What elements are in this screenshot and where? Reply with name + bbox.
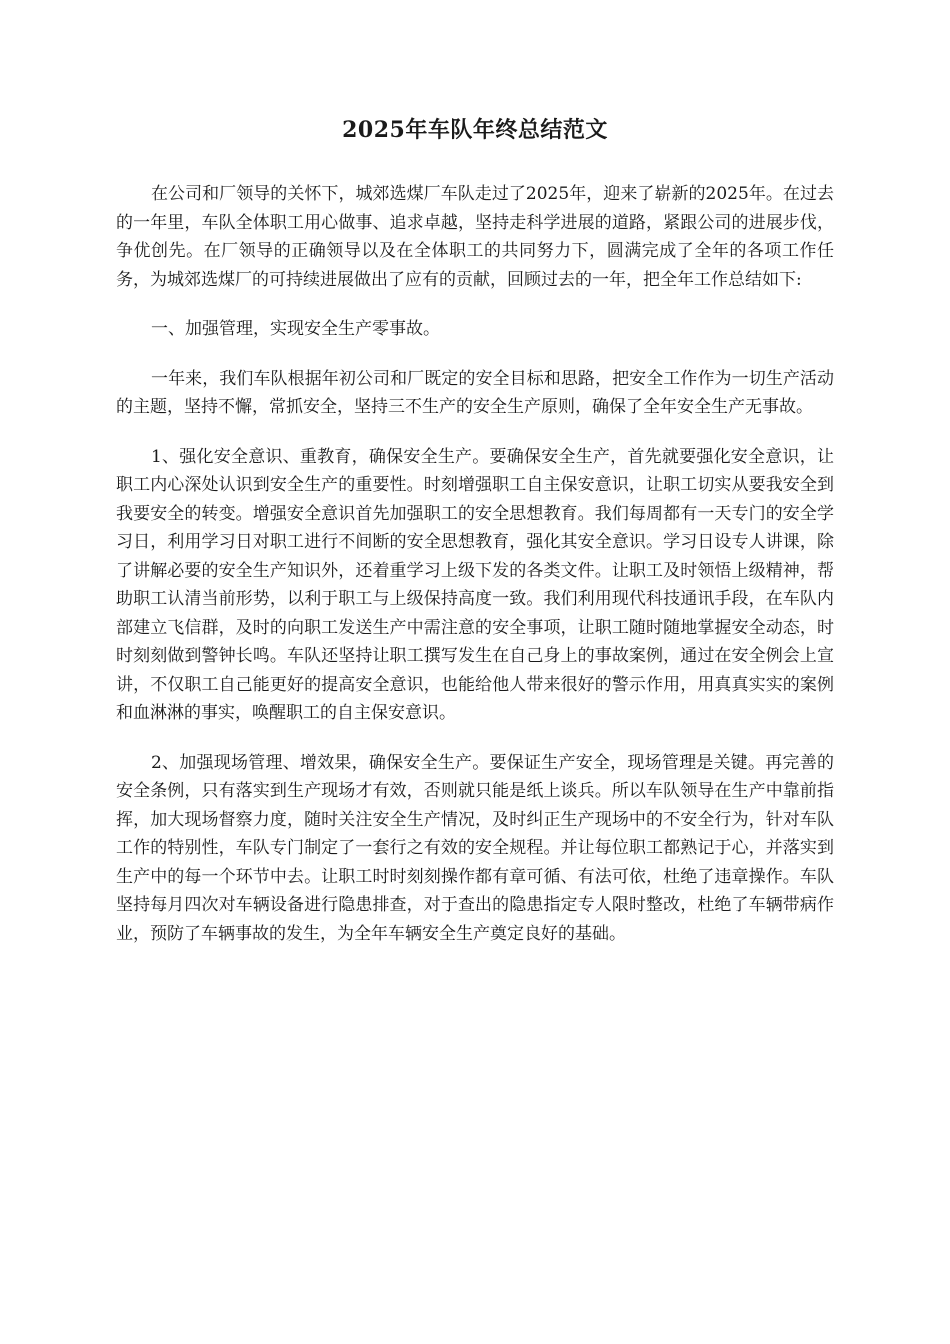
item-2-paragraph: 2、加强现场管理、增效果，确保安全生产。要保证生产安全，现场管理是关键。再完善的安全条例，只有落实到生产现场才有效，否则就只能是纸上谈兵。所以车队领导在生产中靠前指挥，加大现场督察力度，随时关注安全生产情况，及时纠正生产现场中的不安全行为，针对车队工作的特别性，车队专门制定了一套行之有效的安全规程。并让每位职工都熟记于心，并落实到生产中的每一个环节中去。让职工时时刻刻操作都有章可循、有法可依，杜绝了违章操作。车队坚持每月四次对车辆设备进行隐患排查，对于查出的隐患指定专人限时整改，杜绝了车辆带病作业，预防了车辆事故的发生，为全年车辆安全生产奠定良好的基础。 — [116, 752, 834, 944]
item-1-paragraph: 1、强化安全意识、重教育，确保安全生产。要确保安全生产，首先就要强化安全意识，让职工内心深处认识到安全生产的重要性。时刻增强职工自主保安意识，让职工切实从要我安全到我要安全的转变。增强安全意识首先加强职工的安全思想教育。我们每周都有一天专门的安全学习日，利用学习日对职工进行不间断的安全思想教育，强化其安全意识。学习日设专人讲课，除了讲解必要的安全生产知识外，还着重学习上级下发的各类文件。让职工及时领悟上级精神，帮助职工认清当前形势，以利于职工与上级保持高度一致。我们利用现代科技通讯手段，在车队内部建立飞信群，及时的向职工发送生产中需注意的安全事项，让职工随时随地掌握安全动态，时时刻刻做到警钟长鸣。车队还坚持让职工撰写发生在自己身上的事故案例，通过在安全例会上宣讲，不仅职工自己能更好的提高安全意识，也能给他人带来很好的警示作用，用真真实实的案例和血淋淋的事实，唤醒职工的自主保安意识。 — [116, 446, 834, 723]
document-title: 2025年车队年终总结范文 — [342, 117, 608, 143]
document-body — [116, 180, 834, 969]
section-heading-1: 一、加强管理，实现安全生产零事故。 — [151, 319, 440, 339]
section-1-paragraph: 一年来，我们车队根据年初公司和厂既定的安全目标和思路，把安全工作作为一切生产活动的主题，坚持不懈，常抓安全，坚持三不生产的安全生产原则，确保了全年安全生产无事故。 — [116, 368, 834, 417]
intro-paragraph: 在公司和厂领导的关怀下，城郊选煤厂车队走过了2025年，迎来了崭新的2025年。在过去的一年里，车队全体职工用心做事、追求卓越，坚持走科学进展的道路，紧跟公司的进展步伐，争优创先。在厂领导的正确领导以及在全体职工的共同努力下，圆满完成了全年的各项工作任务，为城郊选煤厂的可持续进展做出了应有的贡献，回顾过去的一年，把全年工作总结如下: — [116, 184, 834, 290]
